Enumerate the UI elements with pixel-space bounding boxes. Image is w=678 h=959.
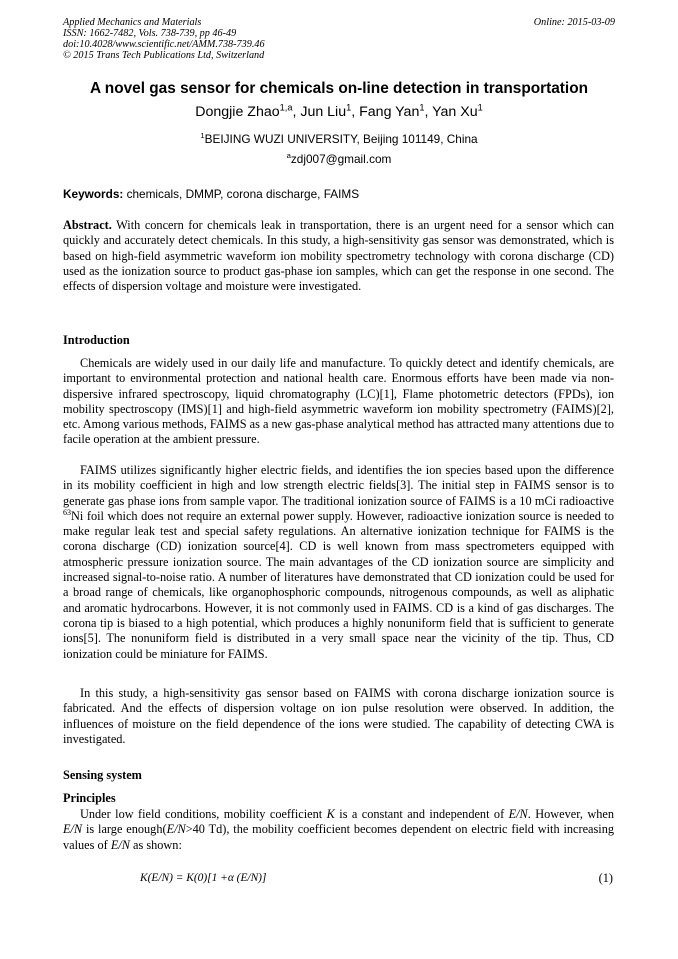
symbol-k: K <box>326 807 335 821</box>
intro-paragraph-3: In this study, a high-sensitivity gas sensor based on FAIMS with corona discharge ionization source is fabricated. And the effects of dispersion voltage on ion pulse resolution were observed. In addition, the influences of moisture on the field dependence of the ions were studied. The capability of detecting CWA is investigated. <box>63 686 614 746</box>
intro-paragraph-2 <box>63 463 614 662</box>
author-name: Jun Liu <box>300 104 347 120</box>
abstract-label: Abstract. <box>63 218 112 232</box>
intro-p2-text-a: FAIMS utilizes significantly higher electric fields, and identifies the ion species based upon the difference in its mobility coefficient in high and low strength electric fields[3]. The initial step in FAIMS sensor is to generate gas phase ions from sample vapor. The traditional ionization source of FAIMS is a 10 mCi radioactive <box>63 463 614 508</box>
author-affil-mark: 1 <box>346 102 352 113</box>
paper-title: A novel gas sensor for chemicals on-line detection in transportation <box>89 80 588 97</box>
email-mark: a <box>286 151 291 161</box>
symbol-en: E/N <box>110 837 130 852</box>
author-affil-mark: 1 <box>419 102 425 113</box>
author-email <box>0 152 678 166</box>
journal-header <box>63 17 265 61</box>
symbol-en: E/N <box>63 822 83 837</box>
keywords <box>63 187 359 201</box>
equation-1 <box>140 872 266 884</box>
introduction-heading: Introduction <box>63 333 130 347</box>
symbol-en: E/N <box>166 822 186 837</box>
author-list: Dongjie Zhao$^{1,a}$, Jun Liu$^1$, Fang Yan$^1$, Yan Xu$^1$ <box>195 102 483 120</box>
sensing-system-heading: Sensing system <box>63 768 142 782</box>
journal-name: Applied Mechanics and Materials <box>63 17 202 28</box>
intro-p2-text-b: Ni foil which does not require an external power supply. However, radioactive ionization source is needed to make regular leak test and special safety regulations. An alternative ionization technique for FAIMS is the corona discharge (CD) ionization source[4]. CD is well known from mass spectrometers equipped with atmospheric pressure ionization source. The main advantages of the CD ionization source are simplicity and increased signal-to-noise ratio. A number of literatures have demonstrated that CD ionization could be used for a broad range of chemicals, like organophosphoric compounds, nitrogenous compounds, as well as aliphatic and aromatic hydrocarbons. However, it is not commonly used in FAIMS. CD is a kind of gas discharges. The corona tip is biased to a high potential, which produces a highly nonuniform field that is sufficient to generate ions[5]. The nonuniform field is distributed in a very small space near the vicinity of the tip. Thus, CD ionization could be miniature for FAIMS. <box>63 508 614 661</box>
affil-text: BEIJING WUZI UNIVERSITY, Beijing 101149, China <box>204 132 478 146</box>
online-date: Online: 2015-03-09 <box>533 17 615 28</box>
keywords-label: Keywords: <box>63 187 124 201</box>
issn-line: ISSN: 1662-7482, Vols. 738-739, pp 46-49 <box>63 28 237 39</box>
principles-text: . However, when <box>527 807 614 821</box>
abstract <box>63 218 614 294</box>
symbol-en: E/N <box>508 807 528 821</box>
isotope-mark: 63 <box>63 507 71 517</box>
equation-text: K(E/N) = K(0)[1 +α (E/N)] <box>140 872 267 884</box>
principles-text: as shown: <box>129 837 182 852</box>
principles-text: is a constant and independent of <box>334 807 509 821</box>
principles-text: >40 Td), the mobility coefficient becomes dependent on electric field with increasing values of <box>63 822 615 852</box>
email-link[interactable]: zdj007@gmail.com <box>290 152 392 166</box>
principles-paragraph <box>63 807 614 853</box>
keywords-text: chemicals, DMMP, corona discharge, FAIMS <box>123 187 360 201</box>
principles-text: Under low field conditions, mobility coefficient <box>80 807 327 821</box>
intro-paragraph-1: Chemicals are widely used in our daily life and manufacture. To quickly detect and identify chemicals, are important to environmental protection and national health care. Enormous efforts have been made via non-dispersive infrared spectroscopy, liquid chromatography (LC)[1], Flame photometric detectors (FPDs), ion mobility spectroscopy (IMS)[1] and high-field asymmetric waveform ion mobility spectrometry (FAIMS)[2], etc. Among various methods, FAIMS as a new gas-phase analytical method has attracted many attentions due to facile operation at the ambient pressure. <box>63 356 614 447</box>
affil-mark: 1 <box>200 131 205 141</box>
abstract-text: With concern for chemicals leak in transportation, there is an urgent need for a sensor which can quickly and accurately detect chemicals. In this study, a high-sensitivity gas sensor was demonstrated, which is based on high-field asymmetric waveform ion mobility spectrometry technology with corona discharge (CD) used as the ionization source to product gas-phase ion samples, which can get the response in one second. The effects of dispersion voltage and moisture were investigated. <box>63 218 614 294</box>
copyright-line: © 2015 Trans Tech Publications Ltd, Switzerland <box>63 50 265 61</box>
author-name: Fang Yan <box>359 104 420 120</box>
author-name: Dongjie Zhao <box>195 104 280 120</box>
principles-text: is large enough( <box>82 822 167 837</box>
equation-number: (1) <box>598 871 613 885</box>
doi-line: doi:10.4028/www.scientific.net/AMM.738-739.46 <box>63 39 265 50</box>
author-name: Yan Xu <box>432 104 478 120</box>
author-affil-mark: 1 <box>477 102 483 113</box>
affiliation <box>0 132 678 146</box>
author-affil-mark: 1,a <box>279 102 293 113</box>
principles-heading: Principles <box>63 791 116 805</box>
